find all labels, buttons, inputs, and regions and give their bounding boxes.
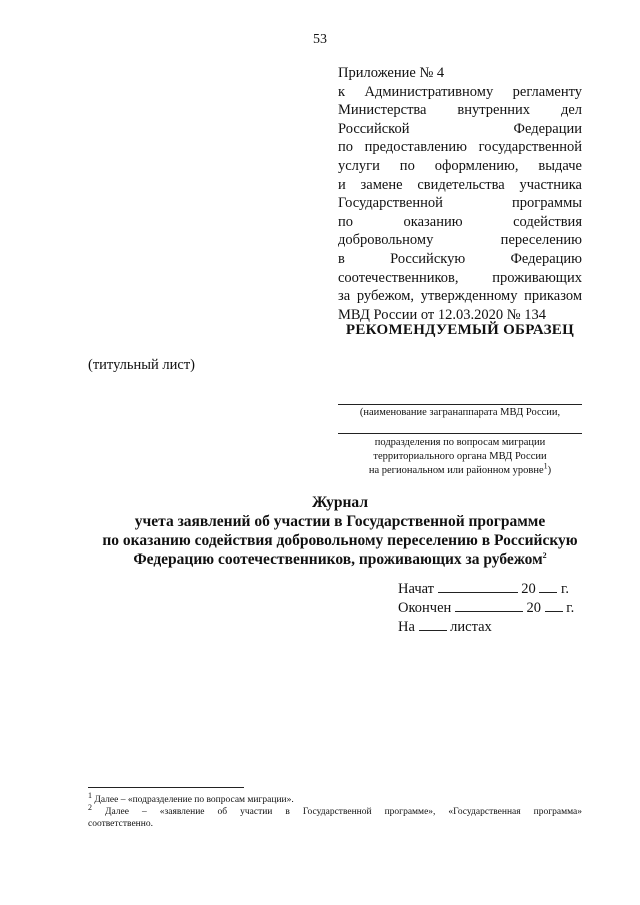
ended-year-blank [545,599,563,612]
appendix-line: Российской Федерации [338,120,582,137]
footnote-mark: 2 [88,802,92,812]
journal-line-text: Федерацию соотечественников, проживающих за рубежом [133,551,543,568]
appendix-line: в Российскую Федерацию [338,250,582,267]
appendix-line: по оказанию содействия [338,213,582,230]
started-row [398,580,574,599]
footnote-mark: 1 [88,790,92,800]
sheets-suffix: листах [450,619,492,635]
org-caption-line [338,461,582,478]
ended-label: Окончен [398,600,452,616]
journal-line: учета заявлений об участии в Государственной программе [134,513,546,530]
footnote-mark: 1 [543,461,548,471]
org-caption-close: ) [547,465,552,476]
appendix-line: по предоставлению государственной [338,139,582,156]
sheets-count-blank [419,618,447,631]
footnotes [88,790,582,830]
recommended-sample-label: РЕКОМЕНДУЕМЫЙ ОБРАЗЕЦ [345,322,575,338]
appendix-line: за рубежом, утвержденному приказом [338,288,582,305]
appendix-header [338,64,582,324]
footnote-2 [88,802,582,818]
year-suffix: г. [561,581,569,597]
journal-line [60,550,620,569]
footnote-text: Далее – «заявление об участии в Государственной программе», «Государственная программа» [105,807,582,817]
appendix-line: к Административному регламенту [338,83,582,100]
org-caption-line: территориального органа МВД России [373,451,547,462]
appendix-line: Государственной программы [338,195,582,212]
title-sheet-label: (титульный лист) [88,357,196,373]
appendix-line: МВД России от 12.03.2020 № 134 [338,306,546,323]
appendix-line: добровольному переселению [338,232,582,249]
org-caption-text: на региональном или районном уровне [368,465,544,476]
footnote-separator [88,787,244,788]
footnote-text: Далее – «подразделение по вопросам миграции». [94,795,294,805]
year-prefix: 20 [521,581,536,597]
page-number: 53 [313,32,327,47]
year-suffix: г. [566,600,575,616]
org-caption-line: подразделения по вопросам миграции [374,437,546,448]
started-year-blank [539,580,557,593]
appendix-line: услуги по оформлению, выдаче [338,157,582,174]
journal-title: Журнал [311,494,369,511]
sheets-row [398,618,574,637]
org-caption-1: (наименование загранаппарата МВД России, [359,407,561,418]
ended-row [398,599,574,618]
org-name-line [338,404,582,405]
appendix-line: соотечественников, проживающих [338,269,582,286]
journal-line: по оказанию содействия добровольному переселению в Российскую [102,532,578,549]
org-subdivision-line [338,433,582,434]
footnote-1 [88,790,582,806]
journal-title-block [60,493,620,569]
sheets-prefix: На [398,619,415,635]
year-prefix: 20 [526,600,542,616]
appendix-line: Министерства внутренних дел [338,102,582,119]
appendix-line: Приложение № 4 [338,65,445,81]
journal-dates [398,580,574,637]
footnote-mark: 2 [542,550,547,560]
started-label: Начат [398,581,435,597]
org-caption-2 [338,436,582,478]
started-date-blank [438,580,518,593]
footnote-2-continued: соответственно. [88,819,153,829]
appendix-line: и замене свидетельства участника [338,176,582,193]
ended-date-blank [455,599,523,612]
